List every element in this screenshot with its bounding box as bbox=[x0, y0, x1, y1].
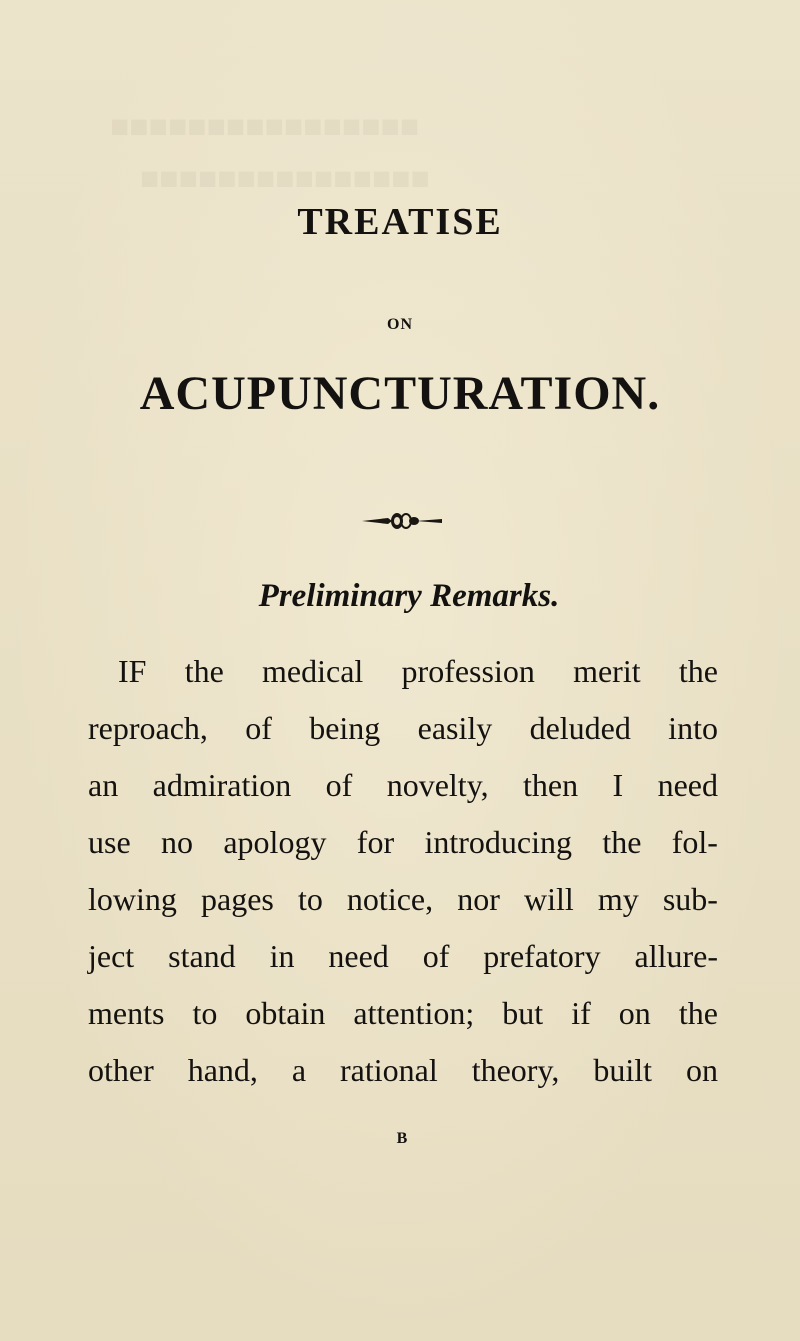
bleed-through-texture: ■■■■■■■■■■■■■■■ bbox=[140, 160, 430, 196]
word: on bbox=[618, 995, 651, 1031]
word: lowing bbox=[88, 881, 177, 917]
text-line bbox=[88, 871, 718, 928]
word: ments bbox=[88, 995, 165, 1031]
bleed-through-texture: ■■■■■■■■■■■■■■■■ bbox=[110, 108, 420, 144]
text-line bbox=[88, 643, 718, 700]
word: hand, bbox=[187, 1052, 258, 1088]
word: the bbox=[184, 653, 224, 689]
word: notice, bbox=[346, 881, 434, 917]
word: fol- bbox=[671, 824, 718, 860]
word: admiration bbox=[152, 767, 292, 803]
word: to bbox=[297, 881, 323, 917]
word: merit bbox=[573, 653, 641, 689]
word: theory, bbox=[471, 1052, 560, 1088]
word: profession bbox=[401, 653, 535, 689]
word: if bbox=[571, 995, 591, 1031]
word: but bbox=[502, 995, 544, 1031]
word: stand bbox=[168, 938, 236, 974]
fleuron-ornament-icon bbox=[360, 510, 444, 532]
section-heading: Preliminary Remarks. bbox=[258, 578, 560, 614]
word: I bbox=[612, 767, 624, 803]
word: deluded bbox=[529, 710, 631, 746]
word: my bbox=[597, 881, 639, 917]
word: pages bbox=[200, 881, 274, 917]
text-line bbox=[88, 985, 718, 1042]
word: for bbox=[356, 824, 395, 860]
text-line bbox=[88, 700, 718, 757]
word: built bbox=[593, 1052, 652, 1088]
title-treatise: TREATISE bbox=[297, 201, 503, 243]
text-line bbox=[88, 1042, 718, 1099]
word: other bbox=[88, 1052, 154, 1088]
word: attention; bbox=[353, 995, 475, 1031]
word: will bbox=[523, 881, 574, 917]
word: to bbox=[192, 995, 218, 1031]
text-line bbox=[88, 928, 718, 985]
text-line bbox=[88, 814, 718, 871]
signature-mark: B bbox=[396, 1130, 408, 1147]
word: novelty, bbox=[386, 767, 489, 803]
word: need bbox=[328, 938, 389, 974]
word: prefatory bbox=[483, 938, 601, 974]
word: need bbox=[657, 767, 718, 803]
word: the bbox=[602, 824, 642, 860]
word: nor bbox=[457, 881, 500, 917]
word: apology bbox=[223, 824, 327, 860]
title-acupuncturation: ACUPUNCTURATION. bbox=[139, 367, 661, 420]
word: ject bbox=[88, 938, 135, 974]
word: sub- bbox=[662, 881, 718, 917]
word: into bbox=[668, 710, 718, 746]
word: IF bbox=[118, 653, 147, 689]
word: use bbox=[88, 824, 131, 860]
text-line bbox=[88, 757, 718, 814]
word: rational bbox=[340, 1052, 438, 1088]
word: of bbox=[422, 938, 450, 974]
word: an bbox=[88, 767, 119, 803]
word: being bbox=[309, 710, 381, 746]
title-on: ON bbox=[387, 316, 413, 333]
word: of bbox=[325, 767, 353, 803]
word: allure- bbox=[634, 938, 718, 974]
word: then bbox=[523, 767, 579, 803]
body-paragraph bbox=[88, 643, 718, 1099]
word: introducing bbox=[424, 824, 572, 860]
word: of bbox=[245, 710, 272, 746]
word: in bbox=[269, 938, 295, 974]
word: a bbox=[291, 1052, 307, 1088]
word: on bbox=[685, 1052, 718, 1088]
word: easily bbox=[417, 710, 493, 746]
word: reproach, bbox=[88, 710, 208, 746]
word: the bbox=[678, 995, 718, 1031]
word: no bbox=[161, 824, 193, 860]
word: the bbox=[678, 653, 718, 689]
word: obtain bbox=[245, 995, 326, 1031]
word: medical bbox=[262, 653, 364, 689]
